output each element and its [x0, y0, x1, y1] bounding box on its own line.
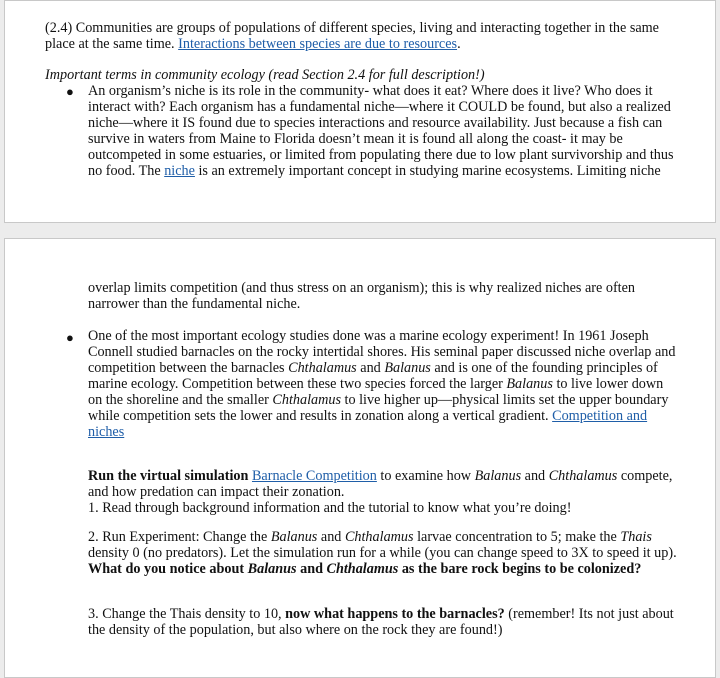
competition-niches-link[interactable]: Competition and niches: [88, 408, 648, 440]
simulation-paragraph: Run the virtual simulation Barnacle Competition to examine how Balanus and Chthalamus compete, and how predation can impact their zonation. 1. Read through background information and the tutorial to know what you’re doing!: [88, 468, 673, 516]
document-page-1: [4, 0, 716, 223]
step-2-paragraph: 2. Run Experiment: Change the Balanus and Chthalamus larvae concentration to 5; make the Thais density 0 (no predators). Let the simulation run for a while (you can change speed to 3X to speed it up). What do you notice about Balanus and Chthalamus as the bare rock begins to be colonized?: [88, 529, 677, 577]
step-1: 1. Read through background information and the tutorial to know what you’re doing!: [88, 500, 572, 516]
barnacle-competition-link[interactable]: Barnacle Competition: [251, 468, 377, 484]
niche-paragraph: An organism’s niche is its role in the community- what does it eat? Where does it live? Who does it interact with? Each organism has a fundamental niche—where it COULD be found, but also a realized niche—where it IS found due to species interactions and resource availability. Just because a fish can survive in waters from Maine to Florida doesn’t mean it is found all along the coast- it may be outcompeted in some estuaries, or limited from populating there due to low plant survivorship and thus no food. The niche is an extremely important concept in studying marine ecosystems. Limiting niche: [88, 83, 674, 179]
connell-paragraph: One of the most important ecology studies done was a marine ecology experiment! In 1961 Joseph Connell studied barnacles on the rocky intertidal shores. His seminal paper discussed niche overlap and competition between the barnacles Chthalamus and Balanus and is one of the founding principles of marine ecology. Competition between these two species forced the larger Balanus to live lower down on the shoreline and the smaller Chthalamus to live higher up—physical limits set the upper boundary while competition sets the lower and results in zonation along a vertical gradient. Competition and niches: [88, 328, 676, 440]
niche-continuation: overlap limits competition (and thus stress on an organism); this is why realized niches are often narrower than the fundamental niche.: [88, 280, 636, 312]
step-3-paragraph: 3. Change the Thais density to 10, now what happens to the barnacles? (remember! Its not just about the density of the population, but also where on the rock they are found!): [88, 606, 674, 638]
niche-link[interactable]: niche: [164, 163, 195, 179]
document-page-2: [4, 238, 716, 678]
interactions-link[interactable]: Interactions between species are due to resources: [178, 36, 458, 52]
terms-heading: Important terms in community ecology (read Section 2.4 for full description!): [45, 67, 485, 83]
bullet-icon: ●: [66, 330, 74, 345]
step-2-question: What do you notice about Balanus and Chthalamus as the bare rock begins to be colonized?: [88, 561, 642, 577]
intro-paragraph: (2.4) Communities are groups of populations of different species, living and interacting together in the same place at the same time. Interactions between species are due to resources.: [45, 20, 659, 52]
bullet-icon: ●: [66, 84, 74, 99]
